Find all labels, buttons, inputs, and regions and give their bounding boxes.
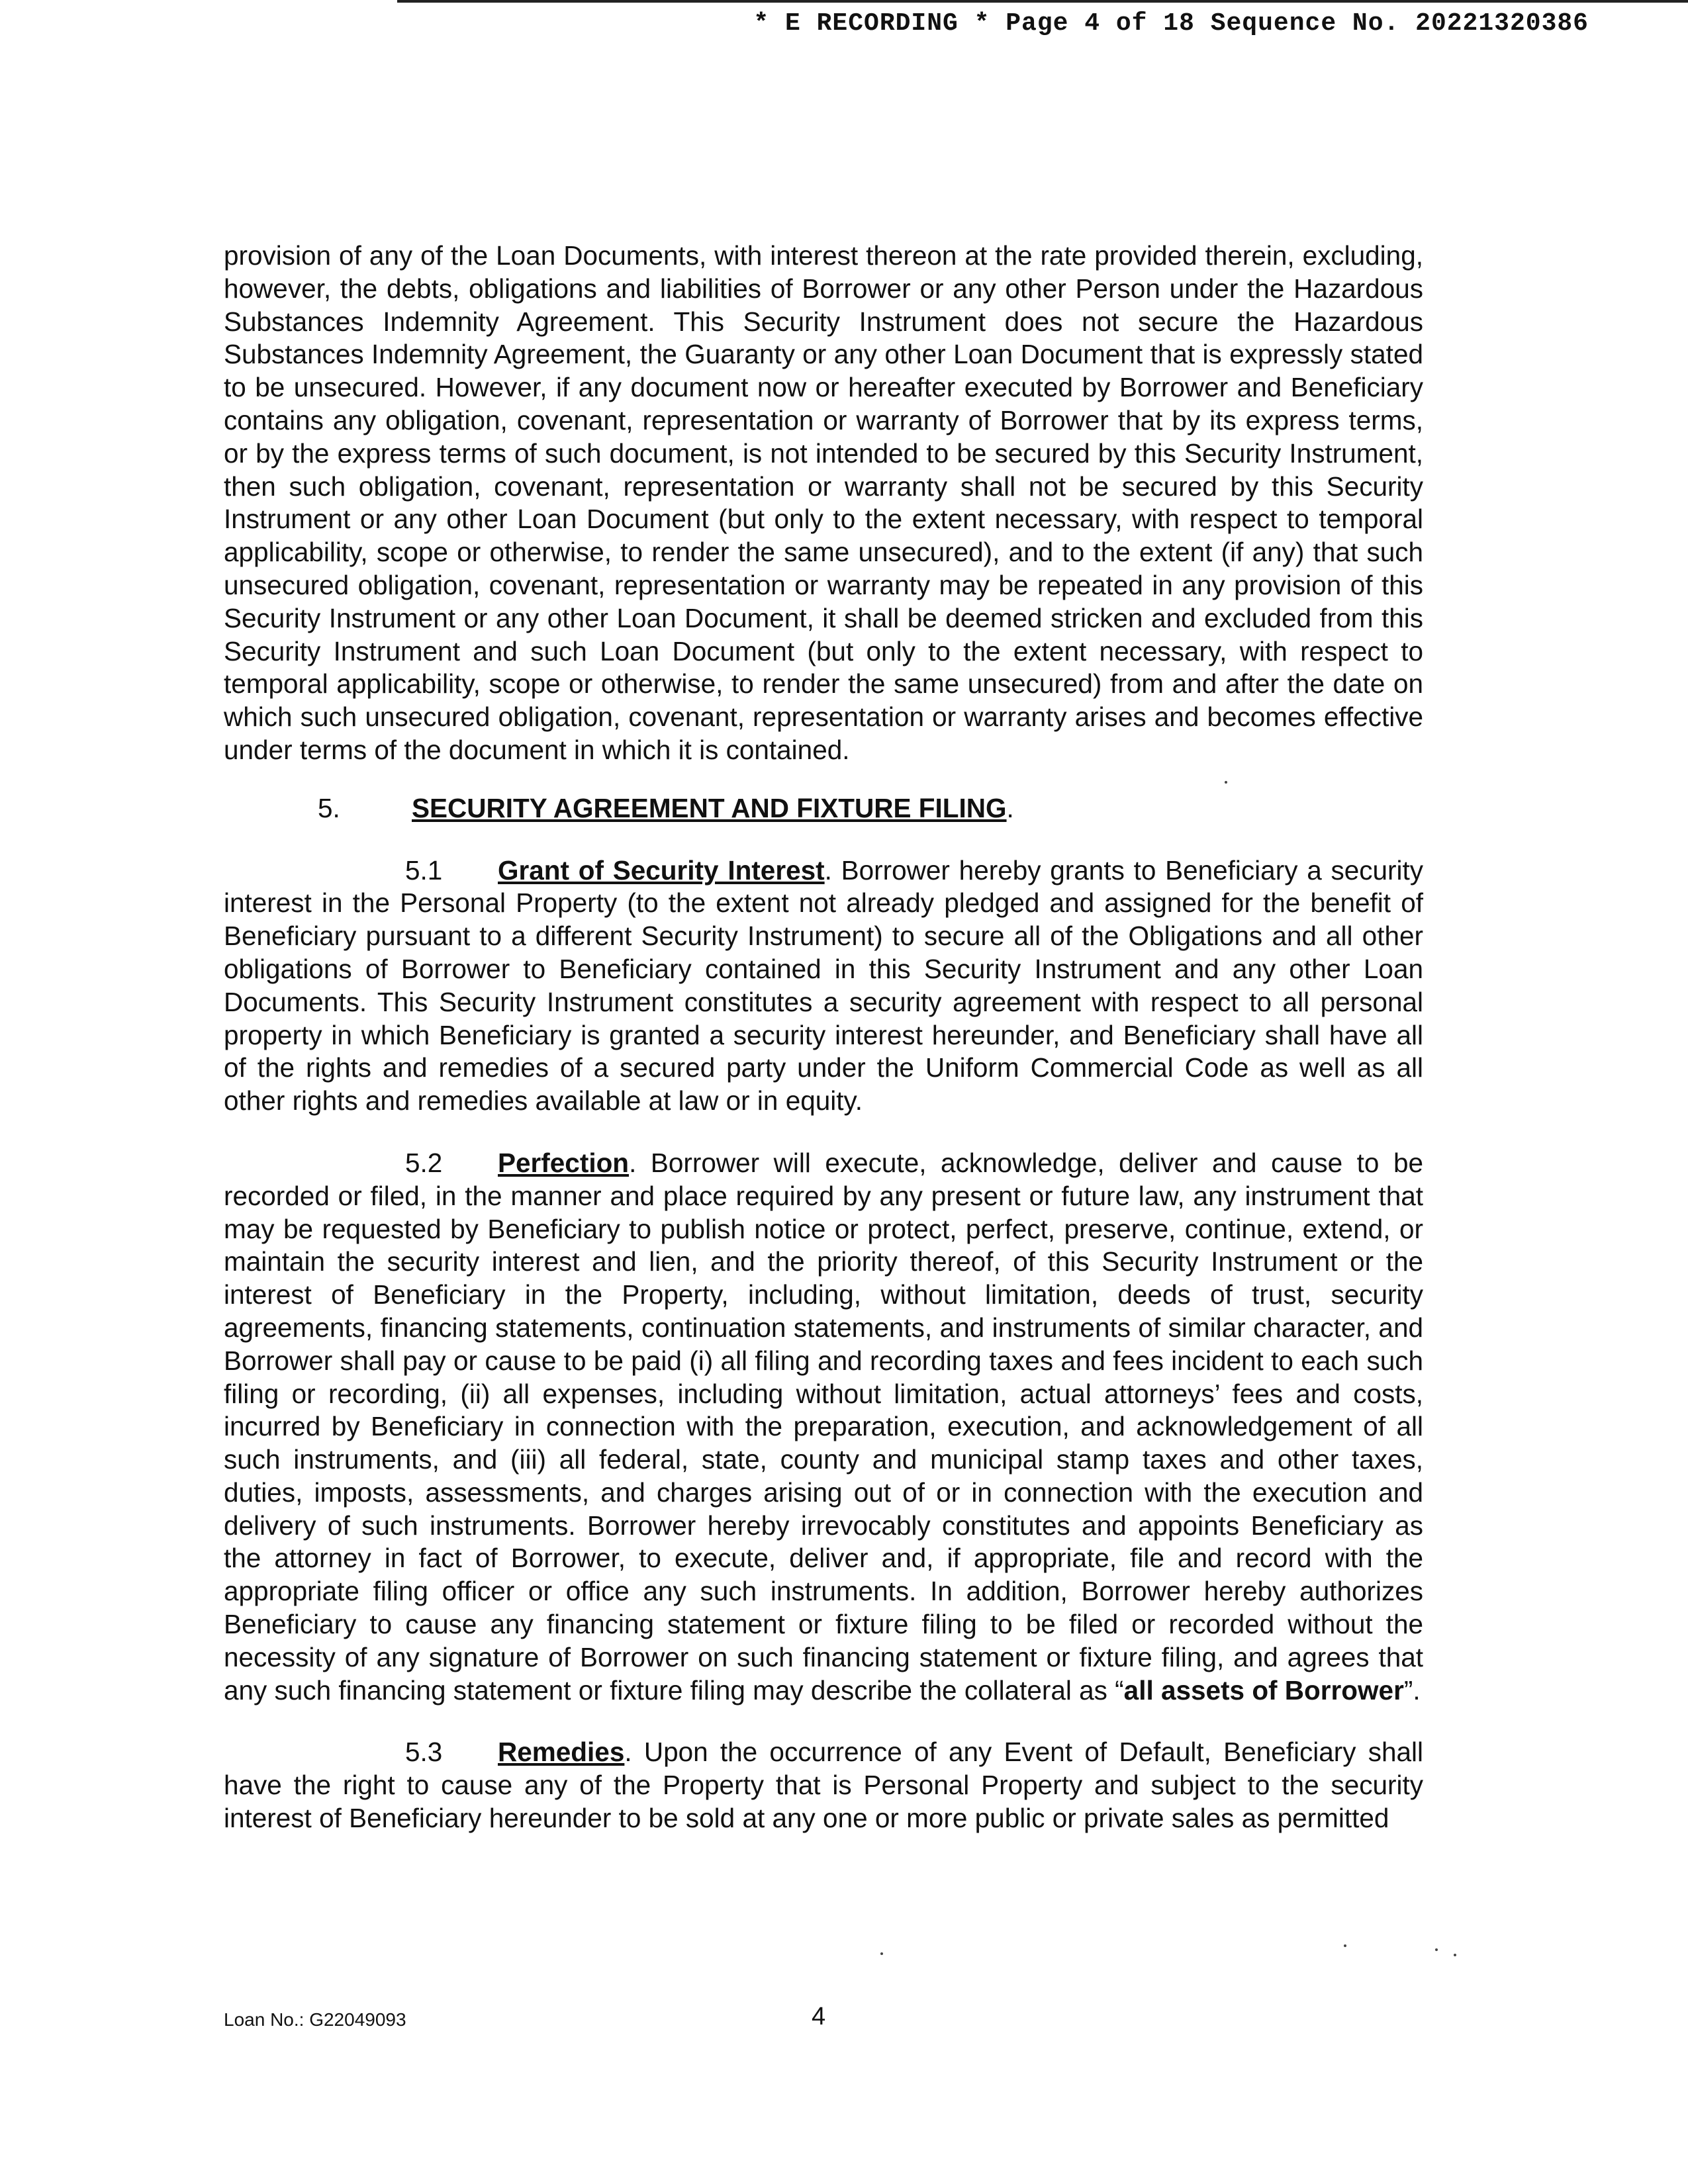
- scan-speck: [880, 1952, 883, 1955]
- section-5-heading: [224, 792, 1423, 825]
- subsection-5-3-title: Remedies: [498, 1737, 625, 1768]
- subsection-5-1-number: 5.1: [405, 854, 443, 886]
- subsection-5-2: [224, 1147, 1423, 1707]
- section-5-number: 5.: [318, 792, 340, 823]
- subsection-5-1: [224, 854, 1423, 1118]
- scan-speck: [1225, 781, 1227, 784]
- subsection-5-2-number: 5.2: [405, 1147, 443, 1178]
- subsection-5-2-text: . Borrower will execute, acknowledge, deliver and cause to be recorded or filed, in the manner and place required by any present or future law, any instrument that may be requested by Beneficiary to publish notice or protect, perfect, preserve, continue, extend, or maintain the security interest and lien, and the priority thereof, of this Security Instrument or the interest of Beneficiary in the Property, including, without limitation, deeds of trust, security agreements, financing statements, continuation statements, and instruments of similar character, and Borrower shall pay or cause to be paid (i) all filing and recording taxes and fees incident to each such filing or recording, (ii) all expenses, including without limitation, actual attorneys’ fees and costs, incurred by Beneficiary in connection with the preparation, execution, and acknowledgement of all such instruments, and (iii) all federal, state, county and municipal stamp taxes and other taxes, duties, imposts, assessments, and charges arising out of or in connection with the execution and delivery of such instruments. Borrower hereby irrevocably constitutes and appoints Beneficiary as the attorney in fact of Borrower, to execute, deliver and, if appropriate, file and record with the appropriate filing officer or office any such instruments. In addition, Borrower hereby authorizes Beneficiary to cause any financing statement or fixture filing to be filed or recorded without the necessity of any signature of Borrower on such financing statement or fixture filing, and agrees that any such financing statement or fixture filing may describe the collateral as “: [224, 1147, 1423, 1706]
- section-5-title: SECURITY AGREEMENT AND FIXTURE FILING: [412, 792, 1007, 823]
- scan-speck: [1454, 1954, 1456, 1956]
- document-body: [224, 240, 1423, 1835]
- top-rule: [397, 0, 1688, 3]
- subsection-5-2-bold-phrase: all assets of Borrower: [1123, 1674, 1404, 1706]
- subsection-5-3-text: . Upon the occurrence of any Event of Default, Beneficiary shall have the right to cause any of the Property that is Personal Property and subject to the security interest of Beneficiary hereunder to be sold at any one or more public or private sales as permitted: [224, 1737, 1423, 1834]
- subsection-5-2-title: Perfection: [498, 1147, 630, 1178]
- paragraph-intro: provision of any of the Loan Documents, with interest thereon at the rate provided therein, excluding, however, the debts, obligations and liabilities of Borrower or any other Person under the Hazardous Substances Indemnity Agreement. This Security Instrument does not secure the Hazardous Substances Indemnity Agreement, the Guaranty or any other Loan Document that is expressly stated to be unsecured. However, if any document now or hereafter executed by Borrower and Beneficiary contains any obligation, covenant, representation or warranty of Borrower that by its express terms, or by the express terms of such document, is not intended to be secured by this Security Instrument, then such obligation, covenant, representation or warranty shall not be secured by this Security Instrument or any other Loan Document (but only to the extent necessary, with respect to temporal applicability, scope or otherwise, to render the same unsecured), and to the extent (if any) that such unsecured obligation, covenant, representation or warranty may be repeated in any provision of this Security Instrument or any other Loan Document, it shall be deemed stricken and excluded from this Security Instrument and such Loan Document (but only to the extent necessary, with respect to temporal applicability, scope or otherwise, to render the same unsecured) from and after the date on which such unsecured obligation, covenant, representation or warranty arises and becomes effective under terms of the document in which it is contained.: [224, 240, 1423, 765]
- subsection-5-2-text-end: ”.: [1403, 1674, 1421, 1706]
- recording-header: * E RECORDING * Page 4 of 18 Sequence No. 20221320386: [753, 9, 1589, 38]
- subsection-5-1-text: . Borrower hereby grants to Beneficiary a security interest in the Personal Property (to the extent not already pledged and assigned for the benefit of Beneficiary pursuant to a different Security Instrument) to secure all of the Obligations and all other obligations of Borrower to Beneficiary contained in this Security Instrument and any other Loan Documents. This Security Instrument constitutes a security agreement with respect to all personal property in which Beneficiary is granted a security interest hereunder, and Beneficiary shall have all of the rights and remedies of a secured party under the Uniform Commercial Code as well as all other rights and remedies available at law or in equity.: [224, 854, 1424, 1116]
- scan-speck: [1344, 1944, 1346, 1947]
- scan-speck: [1435, 1948, 1438, 1951]
- footer-loan-number: Loan No.: G22049093: [224, 2009, 406, 2030]
- section-5-title-suffix: .: [1006, 792, 1014, 823]
- footer-page-number: 4: [812, 2003, 826, 2030]
- subsection-5-3: [224, 1736, 1423, 1835]
- subsection-5-1-title: Grant of Security Interest: [498, 854, 825, 886]
- subsection-5-3-number: 5.3: [405, 1737, 443, 1768]
